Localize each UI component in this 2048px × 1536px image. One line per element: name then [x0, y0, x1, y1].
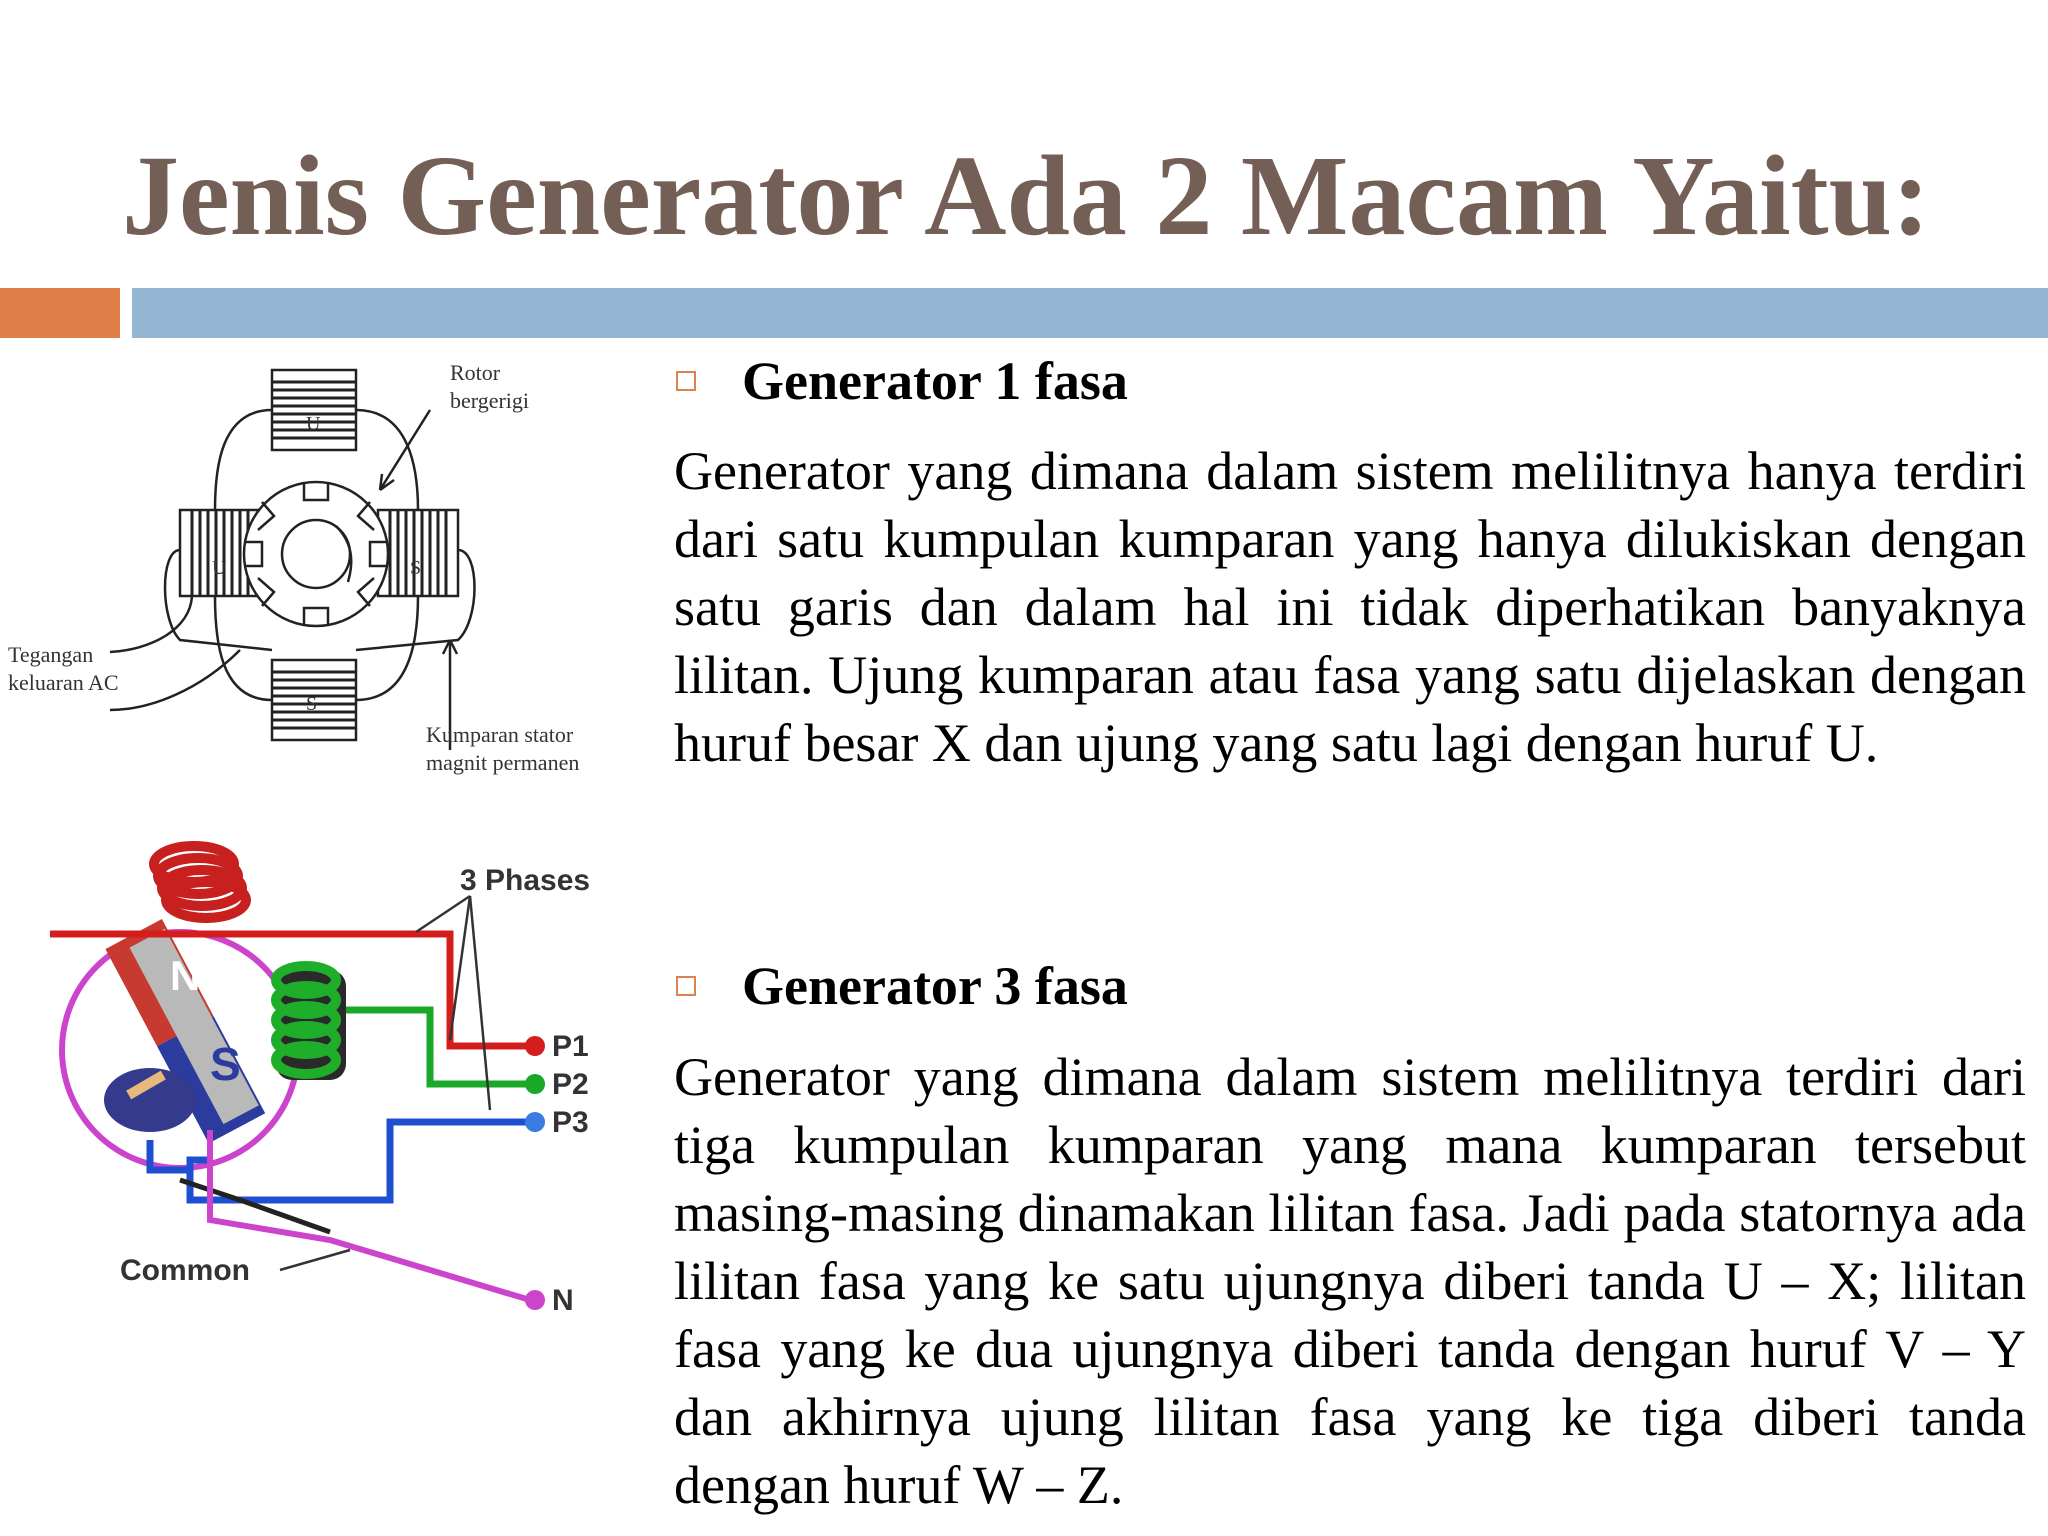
- section-2-heading-text: Generator 3 fasa: [742, 956, 1128, 1016]
- label-common: Common: [120, 1254, 250, 1287]
- three-phase-generator-diagram: [30, 840, 640, 1330]
- label-p1: P1: [552, 1030, 589, 1063]
- label-p3: P3: [552, 1106, 589, 1139]
- label-3-phases: 3 Phases: [460, 864, 591, 897]
- pole-bottom-label: S: [306, 693, 318, 715]
- label-rotor-line2: bergerigi: [450, 388, 530, 413]
- square-bullet-icon: [676, 371, 696, 391]
- magnet-s-label: S: [210, 1038, 241, 1090]
- section-1-body: Generator yang dimana dalam sistem melilitnya hanya terdiri dari satu kumpulan kumparan yang hanya dilukiskan dengan satu garis dan dalam hal ini tidak diperhatikan banyaknya lilitan. Ujung kumparan atau fasa yang satu dijelaskan dengan huruf besar X dan ujung yang satu lagi dengan huruf U.: [674, 441, 2026, 773]
- label-tegangan-line2: keluaran AC: [8, 670, 119, 695]
- single-phase-generator-diagram: [0, 350, 600, 810]
- section-1-heading: [676, 350, 1128, 412]
- square-bullet-icon: [676, 976, 696, 996]
- pole-top-label: U: [306, 413, 321, 435]
- slide-title: Jenis Generator Ada 2 Macam Yaitu:: [122, 132, 1930, 259]
- label-tegangan-line1: Tegangan: [8, 642, 94, 667]
- accent-bar-orange: [0, 288, 120, 338]
- section-1-heading-text: Generator 1 fasa: [742, 351, 1128, 411]
- label-n: N: [552, 1284, 574, 1317]
- accent-bar-blue: [132, 288, 2048, 338]
- label-rotor-line1: Rotor: [450, 360, 501, 385]
- label-p2: P2: [552, 1068, 589, 1101]
- label-kumparan-line1: Kumparan stator: [426, 722, 574, 747]
- label-kumparan-line2: magnit permanen: [426, 750, 580, 775]
- magnet-n-label: N: [170, 952, 201, 999]
- section-2-body: Generator yang dimana dalam sistem melilitnya terdiri dari tiga kumpulan kumparan yang mana kumparan tersebut masing-masing dinamakan lilitan fasa. Jadi pada statornya ada lilitan fasa yang ke satu ujungnya diberi tanda U – X; lilitan fasa yang ke dua ujungnya diberi tanda dengan huruf V – Y dan akhirnya ujung lilitan fasa yang ke tiga diberi tanda dengan huruf W – Z.: [674, 1047, 2026, 1515]
- section-2-heading: [676, 955, 1128, 1017]
- pole-left-label: U: [212, 557, 227, 579]
- pole-right-label: S: [410, 557, 422, 579]
